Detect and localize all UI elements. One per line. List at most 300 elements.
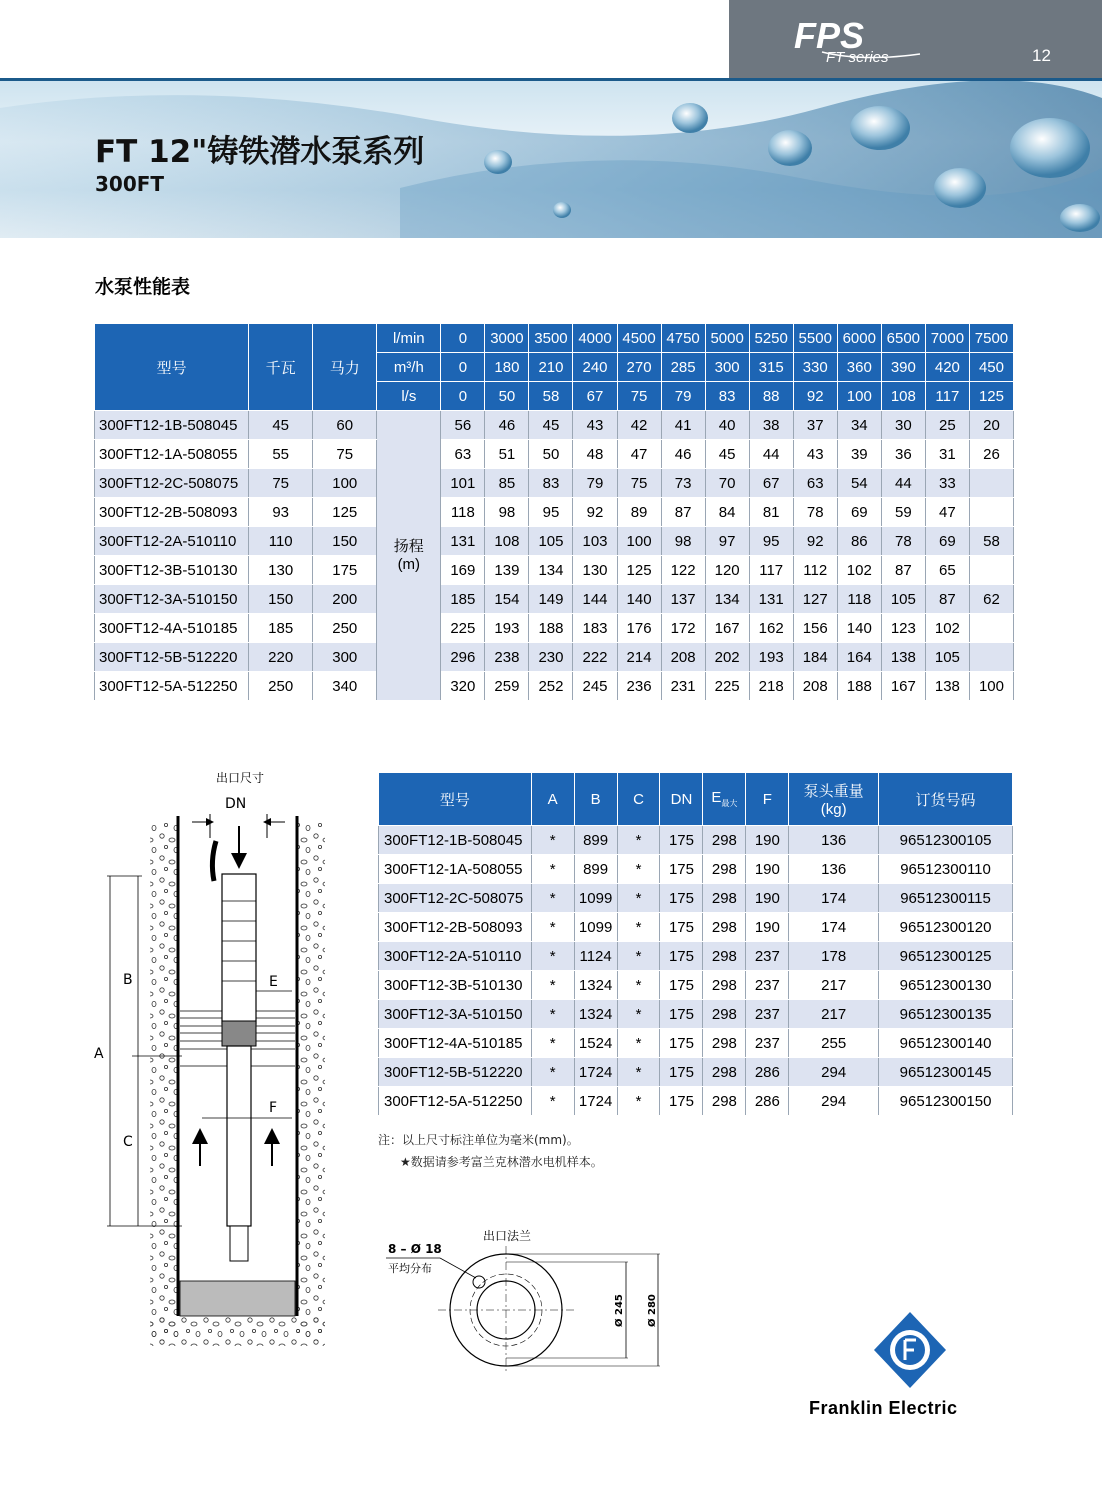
dim-weight-cell: 217: [789, 971, 879, 1000]
table-row: [379, 1000, 1013, 1029]
flow-ls-10: 108: [881, 382, 925, 411]
table-row: [379, 913, 1013, 942]
table-row: [379, 826, 1013, 855]
dim-dn-cell: 175: [660, 942, 703, 971]
flow-m3h-9: 360: [837, 353, 881, 382]
dim-a-cell: *: [531, 1087, 574, 1116]
kw-cell: 185: [249, 614, 313, 643]
brand-text: FPS: [794, 15, 865, 56]
kw-cell: 130: [249, 556, 313, 585]
head-value-cell: 131: [441, 527, 485, 556]
head-value-cell: 214: [617, 643, 661, 672]
dim-c-cell: *: [617, 1087, 660, 1116]
table-row: [379, 942, 1013, 971]
table-row: [379, 1029, 1013, 1058]
head-value-cell: 67: [749, 469, 793, 498]
head-value-cell: 54: [837, 469, 881, 498]
head-value-cell: 83: [529, 469, 573, 498]
dn-label: DN: [225, 796, 247, 812]
dim-order-cell: 96512300120: [879, 913, 1013, 942]
flow-m3h-3: 240: [573, 353, 617, 382]
page-title: FT 12"铸铁潜水泵系列: [95, 134, 425, 170]
head-value-cell: 117: [749, 556, 793, 585]
dim-b-cell: 899: [574, 855, 617, 884]
performance-table: [94, 323, 1014, 701]
fps-brand-logo: [792, 12, 932, 68]
kw-cell: 55: [249, 440, 313, 469]
dim-weight-cell: 174: [789, 913, 879, 942]
head-value-cell: 230: [529, 643, 573, 672]
head-value-cell: 46: [661, 440, 705, 469]
dim-model-cell: 300FT12-5B-512220: [379, 1058, 532, 1087]
head-value-cell: 218: [749, 672, 793, 701]
dim-f-cell: 190: [746, 826, 789, 855]
head-value-cell: 87: [661, 498, 705, 527]
head-value-cell: 101: [441, 469, 485, 498]
dim-model-cell: 300FT12-2C-508075: [379, 884, 532, 913]
head-value-cell: 138: [881, 643, 925, 672]
head-value-cell: 188: [837, 672, 881, 701]
head-value-cell: 100: [617, 527, 661, 556]
head-value-cell: 50: [529, 440, 573, 469]
hp-cell: 175: [313, 556, 377, 585]
dim-e-header: [703, 773, 746, 826]
head-value-cell: 87: [881, 556, 925, 585]
model-cell: 300FT12-1B-508045: [95, 411, 249, 440]
head-value-cell: [969, 614, 1013, 643]
dim-a-cell: *: [531, 1000, 574, 1029]
dim-order-cell: 96512300150: [879, 1087, 1013, 1116]
head-value-cell: 26: [969, 440, 1013, 469]
dim-b-header: B: [574, 773, 617, 826]
flow-ls-11: 117: [925, 382, 969, 411]
head-value-cell: 44: [749, 440, 793, 469]
head-value-cell: 63: [441, 440, 485, 469]
model-cell: 300FT12-1A-508055: [95, 440, 249, 469]
head-value-cell: 36: [881, 440, 925, 469]
head-value-cell: 105: [925, 643, 969, 672]
head-value-cell: 245: [573, 672, 617, 701]
flange-title: 出口法兰: [483, 1229, 532, 1243]
dim-b-cell: 1524: [574, 1029, 617, 1058]
flow-lmin-8: 5500: [793, 324, 837, 353]
flow-lmin-7: 5250: [749, 324, 793, 353]
dim-f-cell: 190: [746, 913, 789, 942]
dim-order-cell: 96512300110: [879, 855, 1013, 884]
head-unit: (m): [397, 555, 421, 573]
head-value-cell: 30: [881, 411, 925, 440]
head-value-cell: 59: [881, 498, 925, 527]
head-value-cell: 122: [661, 556, 705, 585]
dim-e-cell: 298: [703, 1000, 746, 1029]
head-value-cell: 43: [793, 440, 837, 469]
head-value-cell: 259: [485, 672, 529, 701]
hp-cell: 125: [313, 498, 377, 527]
head-value-cell: 131: [749, 585, 793, 614]
head-value-cell: 164: [837, 643, 881, 672]
dim-e-letter: E: [711, 789, 722, 806]
dim-order-cell: 96512300115: [879, 884, 1013, 913]
head-value-cell: 95: [529, 498, 573, 527]
dim-model-cell: 300FT12-2B-508093: [379, 913, 532, 942]
head-value-cell: [969, 556, 1013, 585]
flange-dim-inner: Ø 245: [614, 1294, 625, 1327]
head-value-cell: 134: [529, 556, 573, 585]
flow-m3h-11: 420: [925, 353, 969, 382]
dim-c-cell: *: [617, 884, 660, 913]
dim-weight-cell: 294: [789, 1058, 879, 1087]
table-row: [95, 672, 1014, 701]
model-cell: 300FT12-2A-510110: [95, 527, 249, 556]
head-value-cell: 140: [617, 585, 661, 614]
dim-b-cell: 1724: [574, 1058, 617, 1087]
dim-e-cell: 298: [703, 855, 746, 884]
model-header: 型号: [95, 324, 249, 411]
model-cell: 300FT12-2C-508075: [95, 469, 249, 498]
table-row: [379, 1058, 1013, 1087]
dim-label-f: F: [269, 1100, 278, 1116]
head-value-cell: 42: [617, 411, 661, 440]
dim-a-cell: *: [531, 942, 574, 971]
section-title: 水泵性能表: [95, 276, 191, 298]
dim-dn-cell: 175: [660, 1087, 703, 1116]
dim-dn-cell: 175: [660, 1058, 703, 1087]
head-value-cell: 185: [441, 585, 485, 614]
kw-cell: 110: [249, 527, 313, 556]
dim-c-cell: *: [617, 913, 660, 942]
head-value-cell: 75: [617, 469, 661, 498]
head-label-cell: [377, 411, 441, 701]
flow-lmin-6: 5000: [705, 324, 749, 353]
head-value-cell: 62: [969, 585, 1013, 614]
table-row: [95, 498, 1014, 527]
dim-e-cell: 298: [703, 1087, 746, 1116]
head-value-cell: 51: [485, 440, 529, 469]
dim-c-cell: *: [617, 942, 660, 971]
dim-weight-cell: 217: [789, 1000, 879, 1029]
head-value-cell: 139: [485, 556, 529, 585]
dim-c-cell: *: [617, 855, 660, 884]
dim-order-cell: 96512300105: [879, 826, 1013, 855]
flow-ls-8: 92: [793, 382, 837, 411]
head-value-cell: 188: [529, 614, 573, 643]
head-value-cell: 38: [749, 411, 793, 440]
head-value-cell: 79: [573, 469, 617, 498]
head-value-cell: 31: [925, 440, 969, 469]
head-value-cell: 73: [661, 469, 705, 498]
flow-lmin-4: 4500: [617, 324, 661, 353]
table-row: [95, 527, 1014, 556]
head-value-cell: 58: [969, 527, 1013, 556]
head-value-cell: 137: [661, 585, 705, 614]
hp-cell: 60: [313, 411, 377, 440]
head-value-cell: 45: [705, 440, 749, 469]
table-row: [95, 614, 1014, 643]
head-value-cell: 47: [617, 440, 661, 469]
flow-m3h-8: 330: [793, 353, 837, 382]
dim-model-cell: 300FT12-4A-510185: [379, 1029, 532, 1058]
kw-header: 千瓦: [249, 324, 313, 411]
kw-cell: 75: [249, 469, 313, 498]
dim-order-cell: 96512300130: [879, 971, 1013, 1000]
unit-lmin: l/min: [377, 324, 441, 353]
dim-a-cell: *: [531, 884, 574, 913]
dim-f-cell: 286: [746, 1058, 789, 1087]
head-value-cell: [969, 498, 1013, 527]
flange-diagram: [378, 1222, 678, 1397]
head-value-cell: 320: [441, 672, 485, 701]
head-value-cell: 183: [573, 614, 617, 643]
head-value-cell: 39: [837, 440, 881, 469]
table-row: [95, 411, 1014, 440]
flow-lmin-0: 0: [441, 324, 485, 353]
head-value-cell: 105: [881, 585, 925, 614]
kw-cell: 250: [249, 672, 313, 701]
flow-ls-2: 58: [529, 382, 573, 411]
dim-e-cell: 298: [703, 1058, 746, 1087]
flow-lmin-1: 3000: [485, 324, 529, 353]
dim-b-cell: 1324: [574, 1000, 617, 1029]
flange-distribution: 平均分布: [388, 1262, 432, 1275]
head-value-cell: 184: [793, 643, 837, 672]
head-value-cell: 97: [705, 527, 749, 556]
dimension-header-row: [379, 773, 1013, 826]
flow-ls-12: 125: [969, 382, 1013, 411]
head-value-cell: 144: [573, 585, 617, 614]
flow-m3h-6: 300: [705, 353, 749, 382]
head-value-cell: 44: [881, 469, 925, 498]
note-motor: ★数据请参考富兰克林潜水电机样本。: [400, 1155, 603, 1169]
head-value-cell: 92: [793, 527, 837, 556]
unit-ls: l/s: [377, 382, 441, 411]
dim-e-cell: 298: [703, 1029, 746, 1058]
head-value-cell: 202: [705, 643, 749, 672]
head-value-cell: 34: [837, 411, 881, 440]
weight-unit: (kg): [820, 801, 847, 818]
head-value-cell: 43: [573, 411, 617, 440]
head-value-cell: 154: [485, 585, 529, 614]
dim-model-cell: 300FT12-1A-508055: [379, 855, 532, 884]
dim-f-cell: 190: [746, 884, 789, 913]
head-value-cell: 238: [485, 643, 529, 672]
head-value-cell: 296: [441, 643, 485, 672]
dim-label-c: C: [123, 1134, 133, 1150]
head-value-cell: 86: [837, 527, 881, 556]
head-value-cell: 225: [705, 672, 749, 701]
head-value-cell: 118: [837, 585, 881, 614]
dim-c-cell: *: [617, 1058, 660, 1087]
flow-ls-9: 100: [837, 382, 881, 411]
unit-m3h: m³/h: [377, 353, 441, 382]
hp-cell: 340: [313, 672, 377, 701]
flow-ls-0: 0: [441, 382, 485, 411]
head-value-cell: 81: [749, 498, 793, 527]
head-value-cell: 167: [705, 614, 749, 643]
dim-f-cell: 286: [746, 1087, 789, 1116]
head-value-cell: 46: [485, 411, 529, 440]
head-value-cell: 225: [441, 614, 485, 643]
dim-a-cell: *: [531, 855, 574, 884]
dim-f-cell: 237: [746, 942, 789, 971]
dim-c-cell: *: [617, 826, 660, 855]
head-value-cell: 98: [661, 527, 705, 556]
dim-dn-cell: 175: [660, 826, 703, 855]
head-value-cell: 105: [529, 527, 573, 556]
dim-model-cell: 300FT12-2A-510110: [379, 942, 532, 971]
model-cell: 300FT12-4A-510185: [95, 614, 249, 643]
head-value-cell: 48: [573, 440, 617, 469]
head-value-cell: 63: [793, 469, 837, 498]
head-value-cell: 78: [793, 498, 837, 527]
page-subtitle: 300FT: [95, 172, 165, 196]
kw-cell: 220: [249, 643, 313, 672]
dim-e-cell: 298: [703, 884, 746, 913]
flow-m3h-1: 180: [485, 353, 529, 382]
dim-order-header: 订货号码: [879, 773, 1013, 826]
head-value-cell: 102: [837, 556, 881, 585]
dim-c-cell: *: [617, 1000, 660, 1029]
flow-lmin-12: 7500: [969, 324, 1013, 353]
hp-cell: 150: [313, 527, 377, 556]
table-row: [379, 884, 1013, 913]
model-cell: 300FT12-2B-508093: [95, 498, 249, 527]
weight-label: 泵头重量: [803, 783, 864, 800]
hp-cell: 100: [313, 469, 377, 498]
table-row: [379, 971, 1013, 1000]
model-cell: 300FT12-5B-512220: [95, 643, 249, 672]
head-value-cell: 100: [969, 672, 1013, 701]
head-value-cell: 98: [485, 498, 529, 527]
banner-top-line: [0, 78, 1102, 81]
dim-weight-cell: 136: [789, 826, 879, 855]
dim-a-cell: *: [531, 913, 574, 942]
brand-sub-text: FT series: [826, 49, 889, 66]
dim-dn-cell: 175: [660, 855, 703, 884]
dim-model-header: 型号: [379, 773, 532, 826]
head-value-cell: 123: [881, 614, 925, 643]
kw-cell: 93: [249, 498, 313, 527]
dim-b-cell: 1099: [574, 884, 617, 913]
dim-weight-cell: 174: [789, 884, 879, 913]
table-row: [379, 855, 1013, 884]
head-value-cell: 172: [661, 614, 705, 643]
table-row: [95, 469, 1014, 498]
dim-model-cell: 300FT12-5A-512250: [379, 1087, 532, 1116]
head-value-cell: 87: [925, 585, 969, 614]
dim-e-cell: 298: [703, 826, 746, 855]
flow-ls-1: 50: [485, 382, 529, 411]
flow-lmin-11: 7000: [925, 324, 969, 353]
installation-diagram: [92, 766, 342, 1416]
flow-m3h-10: 390: [881, 353, 925, 382]
head-value-cell: 167: [881, 672, 925, 701]
model-cell: 300FT12-3B-510130: [95, 556, 249, 585]
dim-dn-cell: 175: [660, 1000, 703, 1029]
flow-m3h-2: 210: [529, 353, 573, 382]
head-value-cell: 134: [705, 585, 749, 614]
head-value-cell: 222: [573, 643, 617, 672]
flow-ls-6: 83: [705, 382, 749, 411]
dim-c-cell: *: [617, 1029, 660, 1058]
dim-b-cell: 1124: [574, 942, 617, 971]
dim-f-cell: 237: [746, 1000, 789, 1029]
dim-weight-cell: 178: [789, 942, 879, 971]
dim-weight-cell: 294: [789, 1087, 879, 1116]
dim-a-cell: *: [531, 1029, 574, 1058]
dim-weight-header: [789, 773, 879, 826]
flow-lmin-row: [95, 324, 1014, 353]
head-value-cell: 193: [749, 643, 793, 672]
dim-a-header: A: [531, 773, 574, 826]
dim-dn-cell: 175: [660, 971, 703, 1000]
head-value-cell: 69: [837, 498, 881, 527]
table-row: [379, 1087, 1013, 1116]
head-value-cell: 70: [705, 469, 749, 498]
head-value-cell: 95: [749, 527, 793, 556]
head-value-cell: [969, 643, 1013, 672]
head-value-cell: 56: [441, 411, 485, 440]
head-value-cell: 130: [573, 556, 617, 585]
dim-dn-cell: 175: [660, 1029, 703, 1058]
dim-model-cell: 300FT12-3B-510130: [379, 971, 532, 1000]
head-value-cell: [969, 469, 1013, 498]
head-value-cell: 176: [617, 614, 661, 643]
hp-cell: 200: [313, 585, 377, 614]
dim-order-cell: 96512300145: [879, 1058, 1013, 1087]
head-value-cell: 47: [925, 498, 969, 527]
head-value-cell: 140: [837, 614, 881, 643]
outlet-size-label: 出口尺寸: [216, 771, 265, 785]
head-value-cell: 208: [661, 643, 705, 672]
dim-dn-cell: 175: [660, 913, 703, 942]
dim-label-a: A: [94, 1046, 104, 1062]
dim-b-cell: 1724: [574, 1087, 617, 1116]
head-value-cell: 103: [573, 527, 617, 556]
head-value-cell: 169: [441, 556, 485, 585]
hp-header: 马力: [313, 324, 377, 411]
head-value-cell: 193: [485, 614, 529, 643]
dim-weight-cell: 255: [789, 1029, 879, 1058]
flow-lmin-9: 6000: [837, 324, 881, 353]
dim-order-cell: 96512300125: [879, 942, 1013, 971]
dim-e-cell: 298: [703, 942, 746, 971]
head-value-cell: 20: [969, 411, 1013, 440]
table-row: [95, 556, 1014, 585]
dim-e-cell: 298: [703, 971, 746, 1000]
company-name: Franklin Electric: [809, 1398, 958, 1418]
head-value-cell: 92: [573, 498, 617, 527]
kw-cell: 150: [249, 585, 313, 614]
dim-a-cell: *: [531, 826, 574, 855]
flow-lmin-2: 3500: [529, 324, 573, 353]
dim-a-cell: *: [531, 971, 574, 1000]
flow-ls-3: 67: [573, 382, 617, 411]
head-value-cell: 65: [925, 556, 969, 585]
head-value-cell: 120: [705, 556, 749, 585]
head-value-cell: 25: [925, 411, 969, 440]
head-value-cell: 125: [617, 556, 661, 585]
dim-f-header: F: [746, 773, 789, 826]
dim-label-b: B: [123, 972, 133, 988]
flange-holes: 8 – Ø 18: [388, 1242, 442, 1256]
dim-weight-cell: 136: [789, 855, 879, 884]
flow-m3h-12: 450: [969, 353, 1013, 382]
head-value-cell: 78: [881, 527, 925, 556]
head-value-cell: 40: [705, 411, 749, 440]
flow-m3h-0: 0: [441, 353, 485, 382]
flow-lmin-5: 4750: [661, 324, 705, 353]
dim-label-e: E: [269, 974, 278, 990]
